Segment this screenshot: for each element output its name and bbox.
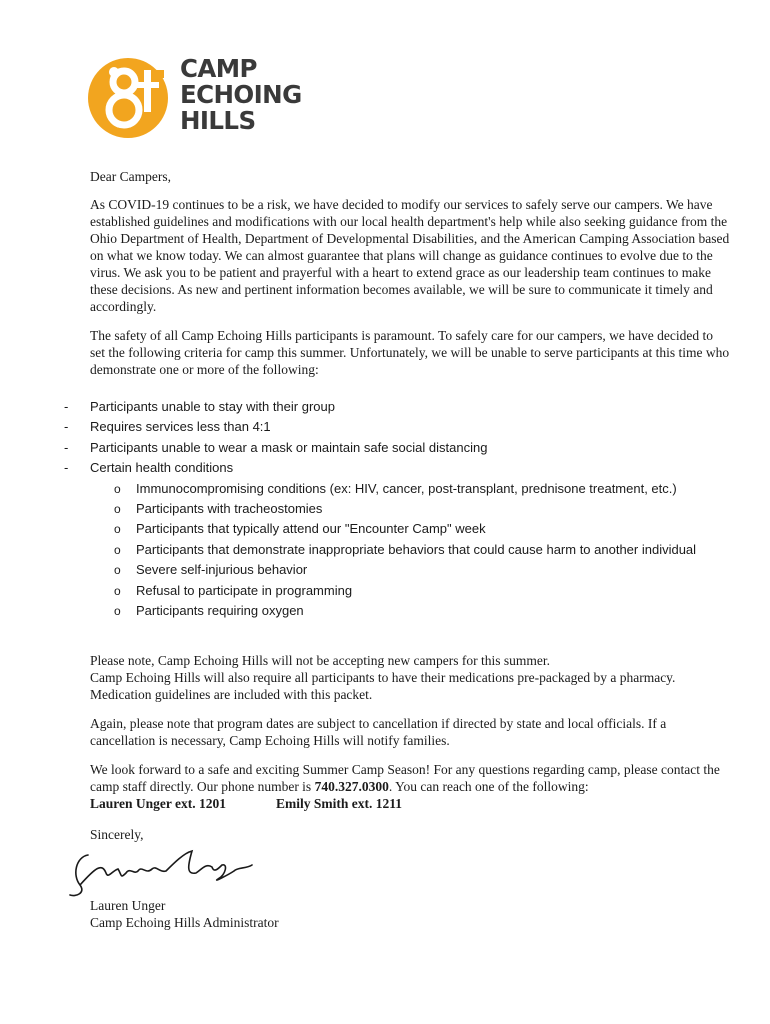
signer-title: Camp Echoing Hills Administrator xyxy=(90,915,279,930)
contact-text-post: . You can reach one of the following: xyxy=(388,779,589,794)
logo-line-camp: CAMP xyxy=(180,54,257,83)
criteria-text: Certain health conditions xyxy=(90,460,234,476)
circle-bullet-icon: o xyxy=(114,563,121,578)
circle-bullet-icon: o xyxy=(114,542,121,557)
camp-logo-mark-icon xyxy=(84,52,176,144)
signature xyxy=(90,843,730,897)
handwritten-signature-icon xyxy=(66,845,266,901)
condition-text: Participants that demonstrate inappropriate behaviors that could cause harm to another individual xyxy=(136,541,697,557)
sub-list-item xyxy=(60,601,740,621)
letter-body-top xyxy=(90,168,730,390)
condition-text: Refusal to participate in programming xyxy=(136,582,353,598)
dash-marker: - xyxy=(64,419,69,435)
list-item xyxy=(60,417,740,437)
condition-text: Participants requiring oxygen xyxy=(136,603,304,619)
list-item xyxy=(60,438,740,458)
signer-name: Lauren Unger xyxy=(90,898,166,913)
criteria-text: Requires services less than 4:1 xyxy=(90,419,271,435)
contact-emily: Emily Smith ext. 1211 xyxy=(276,796,403,811)
paragraph-safety: The safety of all Camp Echoing Hills participants is paramount. To safely care for our campers, we have decided to set the following criteria for camp this summer. Unfortunately, we will be unable to serve participants at this time who demonstrate one or more of the following: xyxy=(90,328,730,377)
salutation: Dear Campers, xyxy=(90,169,171,184)
criteria-list xyxy=(60,397,740,621)
circle-bullet-icon: o xyxy=(114,502,121,517)
dash-marker: - xyxy=(64,399,69,414)
condition-text: Immunocompromising conditions (ex: HIV, cancer, post-transplant, prednisone treatment, etc.) xyxy=(136,480,677,496)
dash-marker: - xyxy=(64,439,69,455)
criteria-text: Participants unable to wear a mask or maintain safe social distancing xyxy=(90,439,488,455)
paragraph-cancellation: Again, please note that program dates are subject to cancellation if directed by state and local officials. If a cancellation is necessary, Camp Echoing Hills will notify families. xyxy=(90,716,667,748)
condition-text: Severe self-injurious behavior xyxy=(136,562,308,578)
list-item xyxy=(60,397,740,417)
contact-list xyxy=(90,795,730,812)
sub-list-item xyxy=(60,519,740,539)
contact-text-pre: We look forward to a safe and exciting Summer Camp Season! For any questions regarding camp, please contact the camp staff directly. Our phone number is xyxy=(90,762,720,794)
sub-list-item xyxy=(60,479,740,499)
sub-list-item xyxy=(60,540,756,560)
circle-bullet-icon: o xyxy=(114,583,121,598)
paragraph-contact xyxy=(90,761,730,795)
list-item xyxy=(60,458,740,478)
paragraph-no-new-campers: Please note, Camp Echoing Hills will not be accepting new campers for this summer. xyxy=(90,653,551,668)
phone-number: 740.327.0300 xyxy=(314,779,389,794)
circle-bullet-icon: o xyxy=(114,604,121,619)
letter-body-bottom xyxy=(90,652,730,931)
camp-logo-wordmark xyxy=(180,56,302,134)
dash-marker: - xyxy=(64,460,69,476)
circle-bullet-icon: o xyxy=(114,481,121,496)
condition-text: Participants that typically attend our "Encounter Camp" week xyxy=(136,521,486,537)
logo-line-echoing: ECHOING xyxy=(180,80,302,109)
paragraph-covid-intro: As COVID-19 continues to be a risk, we have decided to modify our services to safely serve our campers. We have established guidelines and modifications with our local health department's help while also seeking guidance from the Ohio Department of Health, Department of Developmental Disabilities, and the American Camping Association based on what we know today. We can almost guarantee that plans will change as guidance continues to evolve due to the virus. We ask you to be patient and prayerful with a heart to extend grace as our leadership team continues to make these decisions. As new and pertinent information becomes available, we will be sure to communicate it timely and accordingly. xyxy=(90,197,730,314)
contact-lauren: Lauren Unger ext. 1201 xyxy=(90,796,226,811)
circle-bullet-icon: o xyxy=(114,522,121,537)
sub-list-item xyxy=(60,581,740,601)
logo-line-hills: HILLS xyxy=(180,106,256,135)
signoff: Sincerely, xyxy=(90,827,144,842)
paragraph-medications: Camp Echoing Hills will also require all participants to have their medications pre-packaged by a pharmacy. Medication guidelines are included with this packet. xyxy=(90,670,676,702)
condition-text: Participants with tracheostomies xyxy=(136,501,323,517)
sub-list-item xyxy=(60,560,740,580)
sub-list-item xyxy=(60,499,740,519)
criteria-text: Participants unable to stay with their group xyxy=(90,399,335,414)
camp-logo xyxy=(84,52,314,144)
